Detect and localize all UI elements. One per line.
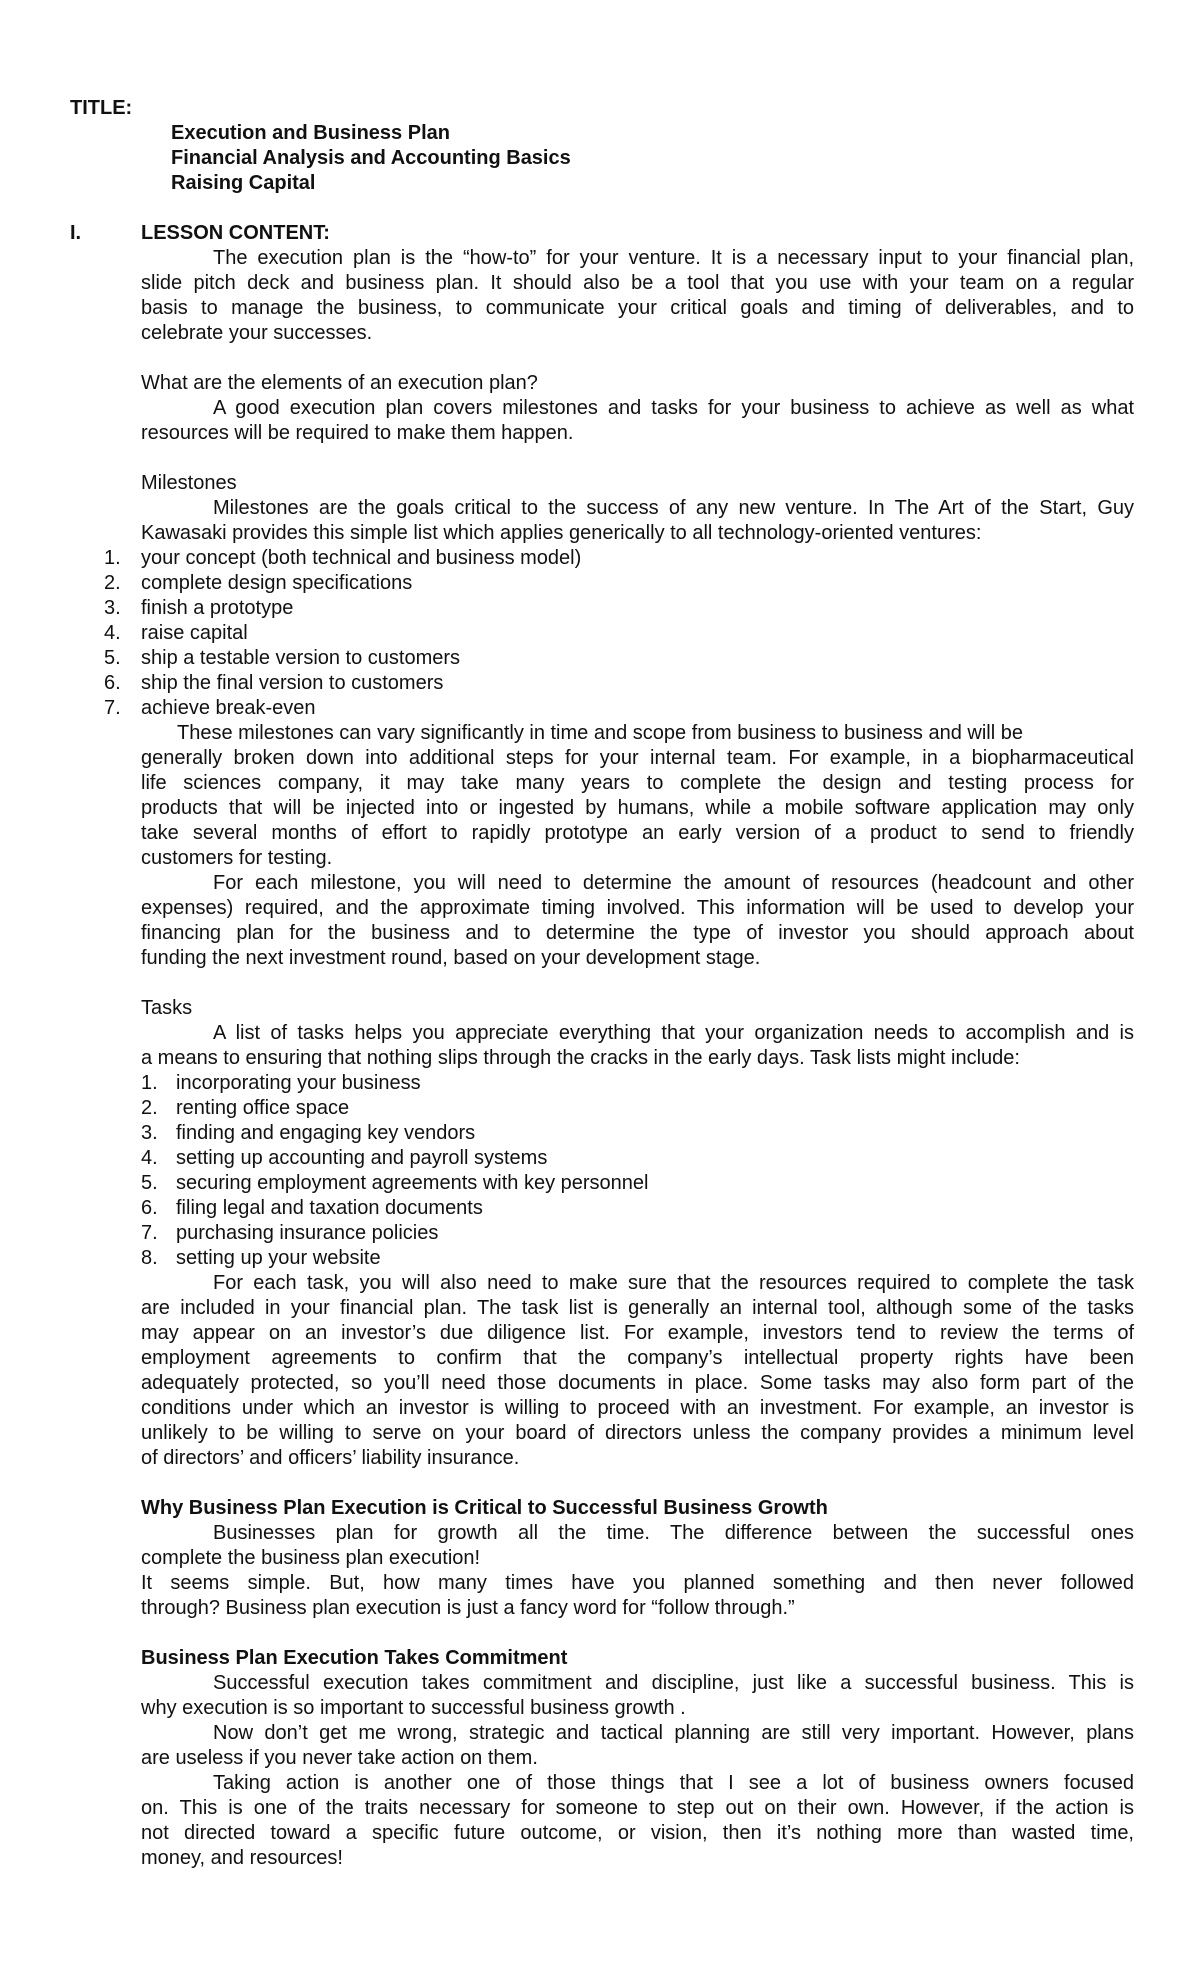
commitment-para2-line: Now don’t get me wrong, strategic and tactical planning are still very important. However, plans <box>213 1722 1134 1744</box>
task-item: setting up accounting and payroll systems <box>176 1147 548 1169</box>
task-number: 3. <box>141 1122 158 1144</box>
milestone-item: ship the final version to customers <box>141 672 444 694</box>
intro-line: basis to manage the business, to communicate your critical goals and timing of deliverables, and to <box>141 297 1134 319</box>
task-item: incorporating your business <box>176 1072 421 1094</box>
milestones-intro-line: Kawasaki provides this simple list which applies generically to all technology-oriented ventures: <box>141 522 982 544</box>
commitment-para3-line: not directed toward a specific future outcome, or vision, then it’s nothing more than wasted time, <box>141 1822 1134 1844</box>
commitment-heading: Business Plan Execution Takes Commitment <box>141 1647 568 1669</box>
task-number: 4. <box>141 1147 158 1169</box>
task-item: purchasing insurance policies <box>176 1222 439 1244</box>
task-number: 5. <box>141 1172 158 1194</box>
task-number: 7. <box>141 1222 158 1244</box>
milestones-para1-line: take several months of effort to rapidly prototype an early version of a product to send to friendly <box>141 822 1134 844</box>
section-heading: LESSON CONTENT: <box>141 222 330 244</box>
milestone-number: 6. <box>104 672 121 694</box>
why-line: It seems simple. But, how many times have you planned something and then never followed <box>141 1572 1134 1594</box>
tasks-para-line: are included in your financial plan. The task list is generally an internal tool, although some of the tasks <box>141 1297 1134 1319</box>
intro-line: The execution plan is the “how-to” for your venture. It is a necessary input to your financial plan, <box>213 247 1134 269</box>
commitment-para3-line: money, and resources! <box>141 1847 343 1869</box>
milestone-number: 4. <box>104 622 121 644</box>
why-line: Businesses plan for growth all the time. The difference between the successful ones <box>213 1522 1134 1544</box>
title-line-2: Financial Analysis and Accounting Basics <box>171 147 571 169</box>
milestones-heading: Milestones <box>141 472 237 494</box>
task-number: 2. <box>141 1097 158 1119</box>
tasks-intro-line: a means to ensuring that nothing slips through the cracks in the early days. Task lists might include: <box>141 1047 1020 1069</box>
why-line: through? Business plan execution is just a fancy word for “follow through.” <box>141 1597 795 1619</box>
commitment-para3-line: on. This is one of the traits necessary for someone to step out on their own. However, if the action is <box>141 1797 1134 1819</box>
milestones-para1-line: life sciences company, it may take many years to complete the design and testing process for <box>141 772 1134 794</box>
why-heading: Why Business Plan Execution is Critical to Successful Business Growth <box>141 1497 828 1519</box>
task-item: finding and engaging key vendors <box>176 1122 476 1144</box>
milestones-intro-line: Milestones are the goals critical to the success of any new venture. In The Art of the Start, Guy <box>213 497 1134 519</box>
task-number: 8. <box>141 1247 158 1269</box>
commitment-para1-line: Successful execution takes commitment and discipline, just like a successful business. This is <box>213 1672 1134 1694</box>
milestone-item: your concept (both technical and business model) <box>141 547 582 569</box>
milestone-number: 7. <box>104 697 121 719</box>
milestone-item: ship a testable version to customers <box>141 647 461 669</box>
commitment-para1-line: why execution is so important to successful business growth . <box>141 1697 686 1719</box>
milestone-item: finish a prototype <box>141 597 294 619</box>
milestone-number: 1. <box>104 547 121 569</box>
milestone-number: 2. <box>104 572 121 594</box>
tasks-heading: Tasks <box>141 997 193 1019</box>
milestones-para2-line: financing plan for the business and to determine the type of investor you should approach about <box>141 922 1134 944</box>
tasks-para-line: may appear on an investor’s due diligence list. For example, investors tend to review the terms of <box>141 1322 1134 1344</box>
milestone-item: achieve break-even <box>141 697 316 719</box>
milestones-para2-line: expenses) required, and the approximate timing involved. This information will be used to develop your <box>141 897 1134 919</box>
elements-answer-line: A good execution plan covers milestones and tasks for your business to achieve as well as what <box>213 397 1134 419</box>
task-item: filing legal and taxation documents <box>176 1197 483 1219</box>
milestone-number: 3. <box>104 597 121 619</box>
tasks-para-line: employment agreements to confirm that the company’s intellectual property rights have been <box>141 1347 1134 1369</box>
milestones-para2-line: For each milestone, you will need to determine the amount of resources (headcount and other <box>213 872 1134 894</box>
milestones-para2-line: funding the next investment round, based on your development stage. <box>141 947 761 969</box>
milestones-para1-line: These milestones can vary significantly in time and scope from business to business and will be <box>177 722 1023 744</box>
commitment-para2-line: are useless if you never take action on them. <box>141 1747 538 1769</box>
milestone-number: 5. <box>104 647 121 669</box>
task-item: securing employment agreements with key personnel <box>176 1172 649 1194</box>
milestone-item: complete design specifications <box>141 572 413 594</box>
title-line-3: Raising Capital <box>171 172 316 194</box>
intro-line: slide pitch deck and business plan. It should also be a tool that you use with your team on a regular <box>141 272 1134 294</box>
task-number: 6. <box>141 1197 158 1219</box>
milestones-para1-line: generally broken down into additional steps for your internal team. For example, in a biopharmaceutical <box>141 747 1134 769</box>
intro-line: celebrate your successes. <box>141 322 373 344</box>
task-item: setting up your website <box>176 1247 381 1269</box>
commitment-para3-line: Taking action is another one of those things that I see a lot of business owners focused <box>213 1772 1134 1794</box>
task-number: 1. <box>141 1072 158 1094</box>
section-number: I. <box>70 222 82 244</box>
task-item: renting office space <box>176 1097 350 1119</box>
tasks-para-line: conditions under which an investor is willing to proceed with an investment. For example, an investor is <box>141 1397 1134 1419</box>
tasks-para-line: adequately protected, so you’ll need those documents in place. Some tasks may also form part of the <box>141 1372 1134 1394</box>
elements-question: What are the elements of an execution plan? <box>141 372 538 394</box>
elements-answer-line: resources will be required to make them happen. <box>141 422 574 444</box>
why-line: complete the business plan execution! <box>141 1547 481 1569</box>
milestone-item: raise capital <box>141 622 248 644</box>
title-label: TITLE: <box>70 97 133 119</box>
tasks-para-line: unlikely to be willing to serve on your board of directors unless the company provides a minimum level <box>141 1422 1134 1444</box>
tasks-para-line: of directors’ and officers’ liability insurance. <box>141 1447 520 1469</box>
milestones-para1-line: customers for testing. <box>141 847 333 869</box>
title-line-1: Execution and Business Plan <box>171 122 450 144</box>
tasks-para-line: For each task, you will also need to make sure that the resources required to complete the task <box>213 1272 1134 1294</box>
milestones-para1-line: products that will be injected into or ingested by humans, while a mobile software application may only <box>141 797 1134 819</box>
tasks-intro-line: A list of tasks helps you appreciate everything that your organization needs to accomplish and is <box>213 1022 1134 1044</box>
